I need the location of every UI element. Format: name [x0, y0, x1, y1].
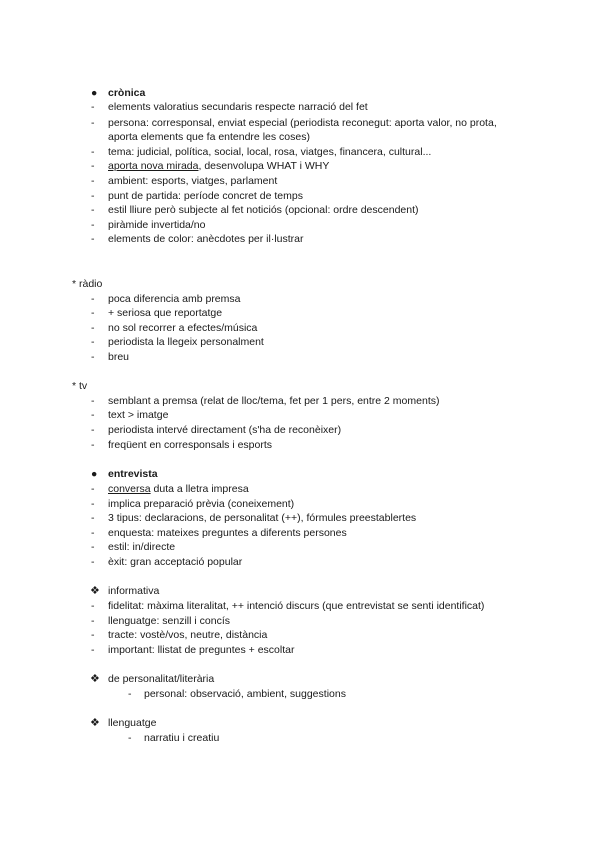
list-item: freqüent en corresponsals i esports: [108, 439, 273, 451]
dash-icon: -: [91, 336, 95, 348]
dash-icon: -: [91, 117, 95, 129]
list-item: narratiu i creatiu: [144, 732, 220, 744]
list-item: text > imatge: [108, 409, 169, 421]
list-item: tracte: vostè/vos, neutre, distància: [108, 629, 268, 641]
dash-icon: -: [128, 688, 132, 700]
dash-icon: -: [91, 160, 95, 172]
list-item: ambient: esports, viatges, parlament: [108, 175, 278, 187]
list-item: semblant a premsa (relat de lloc/tema, fet per 1 pers, entre 2 moments): [108, 395, 440, 407]
cronica-heading: crònica: [108, 87, 146, 99]
list-item: tema: judicial, política, social, local, rosa, viatges, financera, cultural...: [108, 146, 432, 158]
list-item: persona: corresponsal, enviat especial (periodista reconegut: aporta valor, no prota,: [108, 117, 497, 129]
bullet-icon: ●: [91, 468, 98, 480]
list-item: + seriosa que reportatge: [108, 307, 223, 319]
underlined-text: aporta nova mirada: [108, 160, 199, 172]
radio-heading: * ràdio: [72, 278, 103, 290]
list-item-text: duta a lletra impresa: [150, 483, 249, 495]
dash-icon: -: [91, 351, 95, 363]
personalitat-heading: de personalitat/literària: [108, 673, 215, 685]
list-item: èxit: gran acceptació popular: [108, 556, 243, 568]
diamond-bullet-icon: ❖: [90, 717, 100, 729]
dash-icon: -: [91, 600, 95, 612]
dash-icon: -: [91, 424, 95, 436]
dash-icon: -: [91, 498, 95, 510]
list-item: elements valoratius secundaris respecte narració del fet: [108, 101, 368, 113]
diamond-bullet-icon: ❖: [90, 585, 100, 597]
list-item: estil lliure però subjecte al fet noticiós (opcional: ordre descendent): [108, 204, 419, 216]
list-item: periodista la llegeix personalment: [108, 336, 264, 348]
dash-icon: -: [91, 629, 95, 641]
list-item: enquesta: mateixes preguntes a diferents persones: [108, 527, 347, 539]
dash-icon: -: [91, 556, 95, 568]
dash-icon: -: [91, 541, 95, 553]
bullet-icon: ●: [91, 87, 98, 99]
dash-icon: -: [91, 146, 95, 158]
list-item: [108, 160, 329, 173]
list-item-text: , desenvolupa WHAT i WHY: [198, 160, 330, 172]
list-item: llenguatge: senzill i concís: [108, 615, 230, 627]
list-item: elements de color: anècdotes per il·lustrar: [108, 233, 304, 245]
dash-icon: -: [91, 644, 95, 656]
dash-icon: -: [91, 512, 95, 524]
llenguatge-heading: llenguatge: [108, 717, 157, 729]
list-item: no sol recorrer a efectes/música: [108, 322, 258, 334]
dash-icon: -: [91, 322, 95, 334]
dash-icon: -: [91, 527, 95, 539]
diamond-bullet-icon: ❖: [90, 673, 100, 685]
underlined-text: conversa: [108, 483, 151, 495]
list-item: [108, 483, 249, 496]
dash-icon: -: [91, 439, 95, 451]
dash-icon: -: [91, 409, 95, 421]
tv-heading: * tv: [72, 380, 88, 392]
list-item: personal: observació, ambient, suggestions: [144, 688, 346, 700]
list-item: punt de partida: període concret de temps: [108, 190, 303, 202]
list-item: periodista intervé directament (s'ha de reconèixer): [108, 424, 342, 436]
dash-icon: -: [91, 219, 95, 231]
dash-icon: -: [91, 175, 95, 187]
dash-icon: -: [91, 293, 95, 305]
list-item: fidelitat: màxima literalitat, ++ intenció discurs (que entrevistat se senti identificat): [108, 600, 485, 612]
dash-icon: -: [91, 483, 95, 495]
dash-icon: -: [91, 615, 95, 627]
dash-icon: -: [128, 732, 132, 744]
informativa-heading: informativa: [108, 585, 160, 597]
dash-icon: -: [91, 233, 95, 245]
list-item: breu: [108, 351, 130, 363]
list-item: 3 tipus: declaracions, de personalitat (++), fórmules preestablertes: [108, 512, 417, 524]
list-item: implica preparació prèvia (coneixement): [108, 498, 295, 510]
list-item: piràmide invertida/no: [108, 219, 206, 231]
list-item-continuation: aporta elements que fa entendre les coses): [108, 131, 310, 143]
dash-icon: -: [91, 101, 95, 113]
entrevista-heading: entrevista: [108, 468, 158, 480]
list-item: important: llistat de preguntes + escoltar: [108, 644, 295, 656]
dash-icon: -: [91, 307, 95, 319]
dash-icon: -: [91, 395, 95, 407]
dash-icon: -: [91, 204, 95, 216]
dash-icon: -: [91, 190, 95, 202]
list-item: estil: in/directe: [108, 541, 176, 553]
list-item: poca diferencia amb premsa: [108, 293, 241, 305]
